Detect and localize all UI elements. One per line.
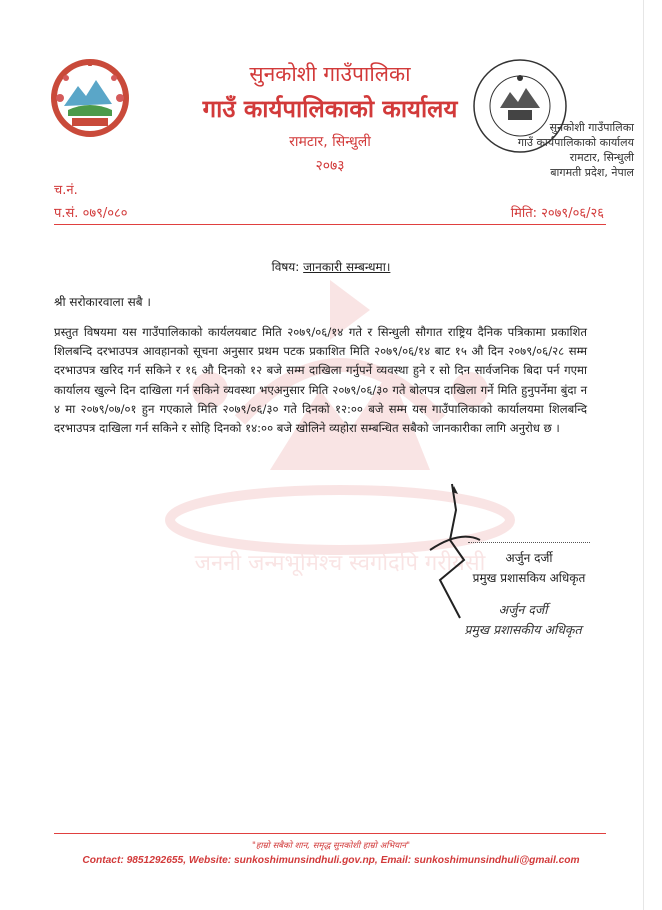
page-edge bbox=[643, 0, 644, 910]
subject-label: विषय: bbox=[271, 260, 300, 274]
footer-motto: "हाम्रो सबैको शान, समृद्ध सुनकोशी हाम्रो अभियान" bbox=[251, 841, 411, 851]
established-year: २०७३ bbox=[315, 158, 345, 174]
watermark-motto: जननी जन्मभूमिश्च स्वर्गादपि गरीयसी bbox=[194, 551, 486, 576]
municipality-name: सुनकोशी गाउँपालिका bbox=[249, 62, 411, 86]
signatory-title: प्रमुख प्रशासकिय अधिकृत bbox=[472, 571, 586, 585]
footer-divider bbox=[54, 833, 606, 834]
stamp-title: प्रमुख प्रशासकीय अधिकृत bbox=[464, 622, 582, 637]
letter-number: प.सं. ०७९/०८० bbox=[54, 206, 128, 221]
seal-text bbox=[434, 120, 634, 180]
subject-line bbox=[0, 258, 662, 275]
salutation: श्री सरोकारवाला सबै । bbox=[54, 295, 151, 309]
letter-date: मिति: २०७९/०६/२६ bbox=[510, 206, 604, 221]
signatory-name: अर्जुन दर्जी bbox=[505, 551, 553, 565]
subject-text: जानकारी सम्बन्धमा। bbox=[303, 260, 391, 274]
letter-body: प्रस्तुत विषयमा यस गाउँपालिकाको कार्यलयबाट मिति २०७९/०६/१४ गते र सिन्धुली सौगात राष्ट्रिय दैनिक पत्रिकामा प्रकाशित शिलबन्दि दरभाउपत्र आवहानको सूचना अनुसार प्रथम पटक प्रकाशित मिति २०७९/०६/१४ बाट १५ औ दिन २०७९/०६/२८ सम्म दरभाउपत्र खरिद गर्न सकिने र १६ औ दिनको १२ बजे सम्म दाखिला गर्नुपर्ने व्यवस्था हुने र सो दिन सार्वजनिक बिदा पर्न गएमा कार्यालय खुल्ने दिन दाखिला गर्न सकिने व्यवस्था भएअनुसार मिति २०७९/०६/३० गते बोलपत्र दाखिला गर्ने मिति हुनुपर्नेमा बुंदा न ४ मा २०७९/०७/०१ हुन गएकाले मिति २०७९/०६/३० गते दिनको १२:०० बजे सम्म यस गाउँपालिकाको कार्यालयमा शिलबन्दि दरभाउपत्र दाखिला गर्न सकिने र सोहि दिनको १४:०० बजे खोलिने व्यहोरा सम्बन्धित सबैको जानकारीका लागि अनुरोध छ । bbox=[54, 325, 587, 436]
signature-line bbox=[468, 542, 590, 543]
office-address: रामटार, सिन्धुली bbox=[289, 134, 371, 150]
office-name: गाउँ कार्यपालिकाको कार्यालय bbox=[202, 95, 458, 123]
header-divider bbox=[54, 224, 606, 225]
seal-line-1: सुनकोशी गाउँपालिका bbox=[549, 121, 634, 134]
nepal-emblem-icon bbox=[50, 58, 130, 138]
seal-line-4: बागमती प्रदेश, नेपाल bbox=[550, 166, 634, 179]
seal-line-3: रामटार, सिन्धुली bbox=[569, 151, 634, 164]
signatory-stamp bbox=[448, 600, 598, 640]
seal-line-2: गाउँ कार्यपालिकाको कार्यालय bbox=[517, 136, 634, 149]
dispatch-number: च.नं. bbox=[54, 183, 78, 198]
signatory-block bbox=[468, 548, 590, 588]
footer-contact: Contact: 9851292655, Website: sunkoshimunsindhuli.gov.np, Email: sunkoshimunsindhuli@gmail.com bbox=[82, 855, 580, 866]
stamp-name: अर्जुन दर्जी bbox=[498, 602, 548, 617]
